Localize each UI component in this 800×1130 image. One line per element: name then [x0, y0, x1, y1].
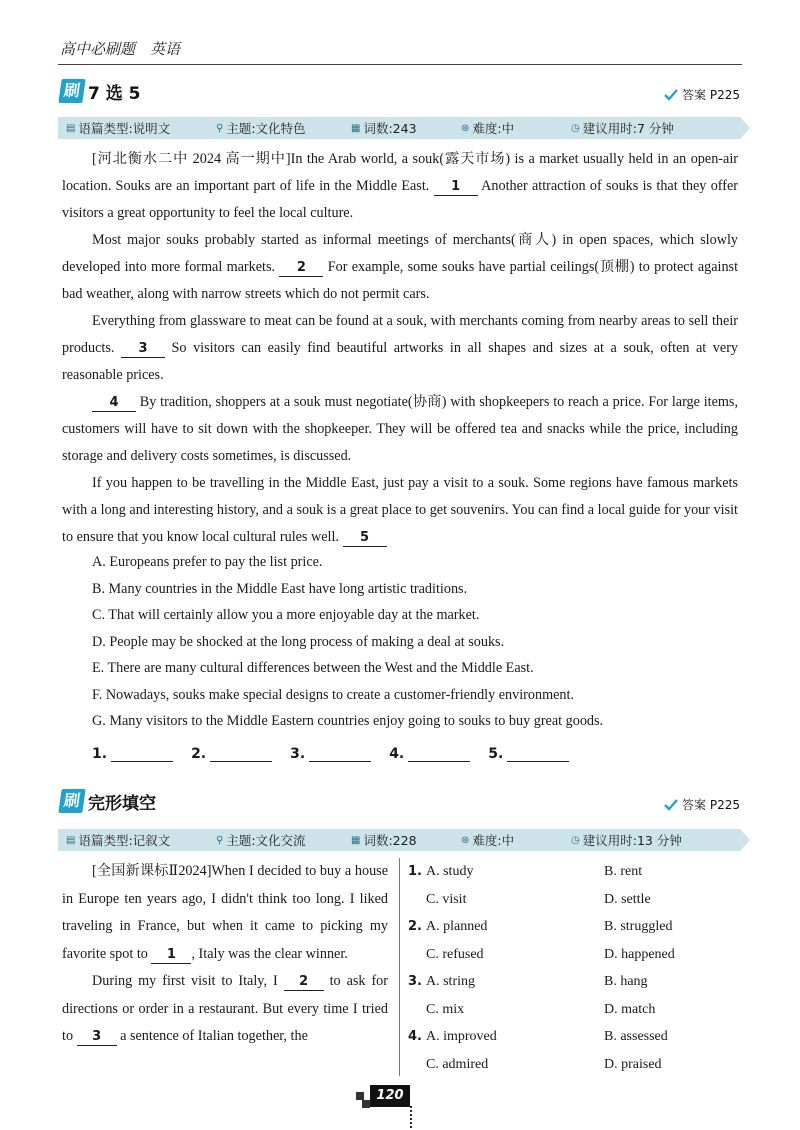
section2-info-bar [58, 829, 740, 851]
section1-info-bar [58, 117, 740, 139]
q1-option-d[interactable]: D. settle [604, 891, 651, 907]
search-icon: ⚲ [216, 122, 224, 134]
question-3-row2 [408, 996, 740, 1024]
brush-badge: 刷 [58, 79, 85, 103]
q1-option-c[interactable]: C. visit [426, 891, 467, 907]
blank-4[interactable]: 4 [92, 395, 136, 412]
column-divider [399, 858, 400, 1076]
q4-option-d[interactable]: D. praised [604, 1056, 662, 1072]
option-b: B. Many countries in the Middle East have long artistic traditions. [92, 580, 468, 597]
info-words: ▦ 词数:228 [351, 833, 417, 848]
answer-slot-5[interactable]: 5. [488, 746, 569, 762]
brush-badge: 刷 [58, 789, 85, 813]
info-difficulty: ⊛ 难度:中 [461, 121, 515, 136]
paragraph-2: Most major souks probably started as informal meetings of merchants(商人) in open spaces, which slowly developed into more formal markets. 2 For example, some souks have partial ceilings(顶棚) to protect against bad weather, along with narrow streets which do not permit cars. [62, 232, 739, 302]
info-time: ◷ 建议用时:7 分钟 [571, 121, 674, 136]
option-g: G. Many visitors to the Middle Eastern countries enjoy going to souks to buy great goods. [92, 713, 604, 729]
page-decoration-dots [410, 1106, 414, 1128]
info-difficulty: ⊛ 难度:中 [461, 833, 515, 848]
answer-slot-1[interactable]: 1. [92, 746, 173, 762]
paragraph-5: If you happen to be travelling in the Middle East, just pay a visit to a souk. Some regions have famous markets with a long and interesting history, and a souk is a great place to get souvenirs. You can find a local guide for your visit to ensure that you know local cultural rules well. 5 [62, 475, 738, 545]
q2-option-d[interactable]: D. happened [604, 946, 675, 962]
question-2-row2 [408, 941, 740, 969]
q2-option-c[interactable]: C. refused [426, 946, 484, 962]
section2-answer-ref [664, 796, 740, 813]
count-icon: ▦ [351, 834, 361, 846]
blank-3[interactable]: 3 [121, 341, 165, 358]
answer-ref-text: 答案 P225 [682, 798, 740, 812]
clock-icon: ◷ [571, 834, 580, 846]
q2-option-b[interactable]: B. struggled [604, 919, 673, 934]
answer-lines [92, 746, 587, 762]
header-rule [58, 64, 742, 65]
difficulty-icon: ⊛ [461, 122, 470, 134]
info-theme: ⚲ 主题:文化交流 [216, 833, 306, 848]
question-4-row1: 4. A. improved B. assessed [408, 1023, 740, 1051]
q4-option-a[interactable]: A. improved [426, 1029, 497, 1044]
paragraph-1: [河北衡水二中 2024 高一期中]In the Arab world, a souk(露天市场) is a market usually held in an open-air location. Souks are an important part of life in the Middle East. 1 Another attraction of souks is that they offer visitors a great opportunity to feel the local culture. [62, 151, 739, 221]
info-words: ▦ 词数:243 [351, 121, 417, 136]
question-3-row1: 3. A. string B. hang [408, 968, 740, 996]
info-theme: ⚲ 主题:文化特色 [216, 121, 306, 136]
cloze-paragraph-2: During my first visit to Italy, I 2 to ask for directions or order in a restaurant. But every time I tried to 3 a sentence of Italian together, the [62, 973, 388, 1044]
info-time: ◷ 建议用时:13 分钟 [571, 833, 682, 848]
check-icon [664, 798, 678, 812]
answer-ref-text: 答案 P225 [682, 88, 740, 102]
options-list [92, 549, 738, 735]
clock-icon: ◷ [571, 122, 580, 134]
page-number: 120 [370, 1085, 410, 1107]
difficulty-icon: ⊛ [461, 834, 470, 846]
count-icon: ▦ [351, 122, 361, 134]
cloze-passage [62, 858, 388, 1051]
option-a: A. Europeans prefer to pay the list price. [92, 554, 323, 570]
search-icon: ⚲ [216, 834, 224, 846]
q2-option-a[interactable]: A. planned [426, 919, 488, 934]
question-1-row1: 1. A. study B. rent [408, 858, 740, 886]
q4-option-c[interactable]: C. admired [426, 1056, 489, 1072]
question-4-row2 [408, 1051, 740, 1079]
q1-option-a[interactable]: A. study [426, 864, 474, 879]
info-type: ▤ 语篇类型:记叙文 [66, 833, 171, 848]
answer-slot-4[interactable]: 4. [389, 746, 470, 762]
section1-heading [60, 78, 141, 104]
document-icon: ▤ [66, 122, 76, 134]
cloze-blank-2[interactable]: 2 [284, 974, 324, 991]
section1-answer-ref [664, 86, 740, 103]
cloze-options [408, 858, 740, 1078]
blank-5[interactable]: 5 [343, 530, 387, 547]
option-f: F. Nowadays, souks make special designs to create a customer-friendly environment. [92, 686, 574, 703]
section2-title: 完形填空 [88, 793, 156, 814]
option-c: C. That will certainly allow you a more enjoyable day at the market. [92, 607, 480, 623]
paragraph-4: 4 By tradition, shoppers at a souk must negotiate(协商) with shopkeepers to reach a price. For large items, customers will have to sit down with the shopkeeper. They will be offered tea and snacks while the price, including storage and delivery costs sometimes, is discussed. [62, 394, 739, 464]
section2-heading [60, 788, 156, 814]
blank-1[interactable]: 1 [434, 179, 478, 196]
option-d: D. People may be shocked at the long process of making a deal at souks. [92, 633, 505, 650]
check-icon [664, 88, 678, 102]
option-e: E. There are many cultural differences between the West and the Middle East. [92, 660, 534, 676]
q3-option-c[interactable]: C. mix [426, 1001, 465, 1017]
q3-option-a[interactable]: A. string [426, 974, 475, 989]
document-icon: ▤ [66, 834, 76, 846]
cloze-blank-3[interactable]: 3 [77, 1029, 117, 1046]
info-type: ▤ 语篇类型:说明文 [66, 121, 171, 136]
answer-slot-2[interactable]: 2. [191, 746, 272, 762]
section1-title: 7 选 5 [88, 83, 141, 104]
answer-slot-3[interactable]: 3. [290, 746, 371, 762]
seven-choose-five-passage [62, 146, 738, 551]
page-decoration [356, 1092, 364, 1100]
q1-option-b[interactable]: B. rent [604, 864, 643, 879]
page-decoration [362, 1100, 370, 1108]
question-1-row2 [408, 886, 740, 914]
q3-option-b[interactable]: B. hang [604, 974, 648, 989]
question-2-row1: 2. A. planned B. struggled [408, 913, 740, 941]
paragraph-3: Everything from glassware to meat can be found at a souk, with merchants coming from nearby areas to sell their products. 3 So visitors can easily find beautiful artworks in all shapes and sizes at a souk, often at very reasonable prices. [62, 313, 739, 383]
cloze-paragraph-1: [全国新课标Ⅱ2024]When I decided to buy a house in Europe ten years ago, I didn't think too long. I liked traveling in France, but when it came to picking my favorite spot to 1 , Italy was the clear winner. [62, 863, 388, 962]
book-title: 高中必刷题 英语 [60, 40, 181, 58]
q4-option-b[interactable]: B. assessed [604, 1029, 668, 1044]
q3-option-d[interactable]: D. match [604, 1001, 656, 1017]
cloze-blank-1[interactable]: 1 [151, 947, 191, 964]
blank-2[interactable]: 2 [279, 260, 323, 277]
